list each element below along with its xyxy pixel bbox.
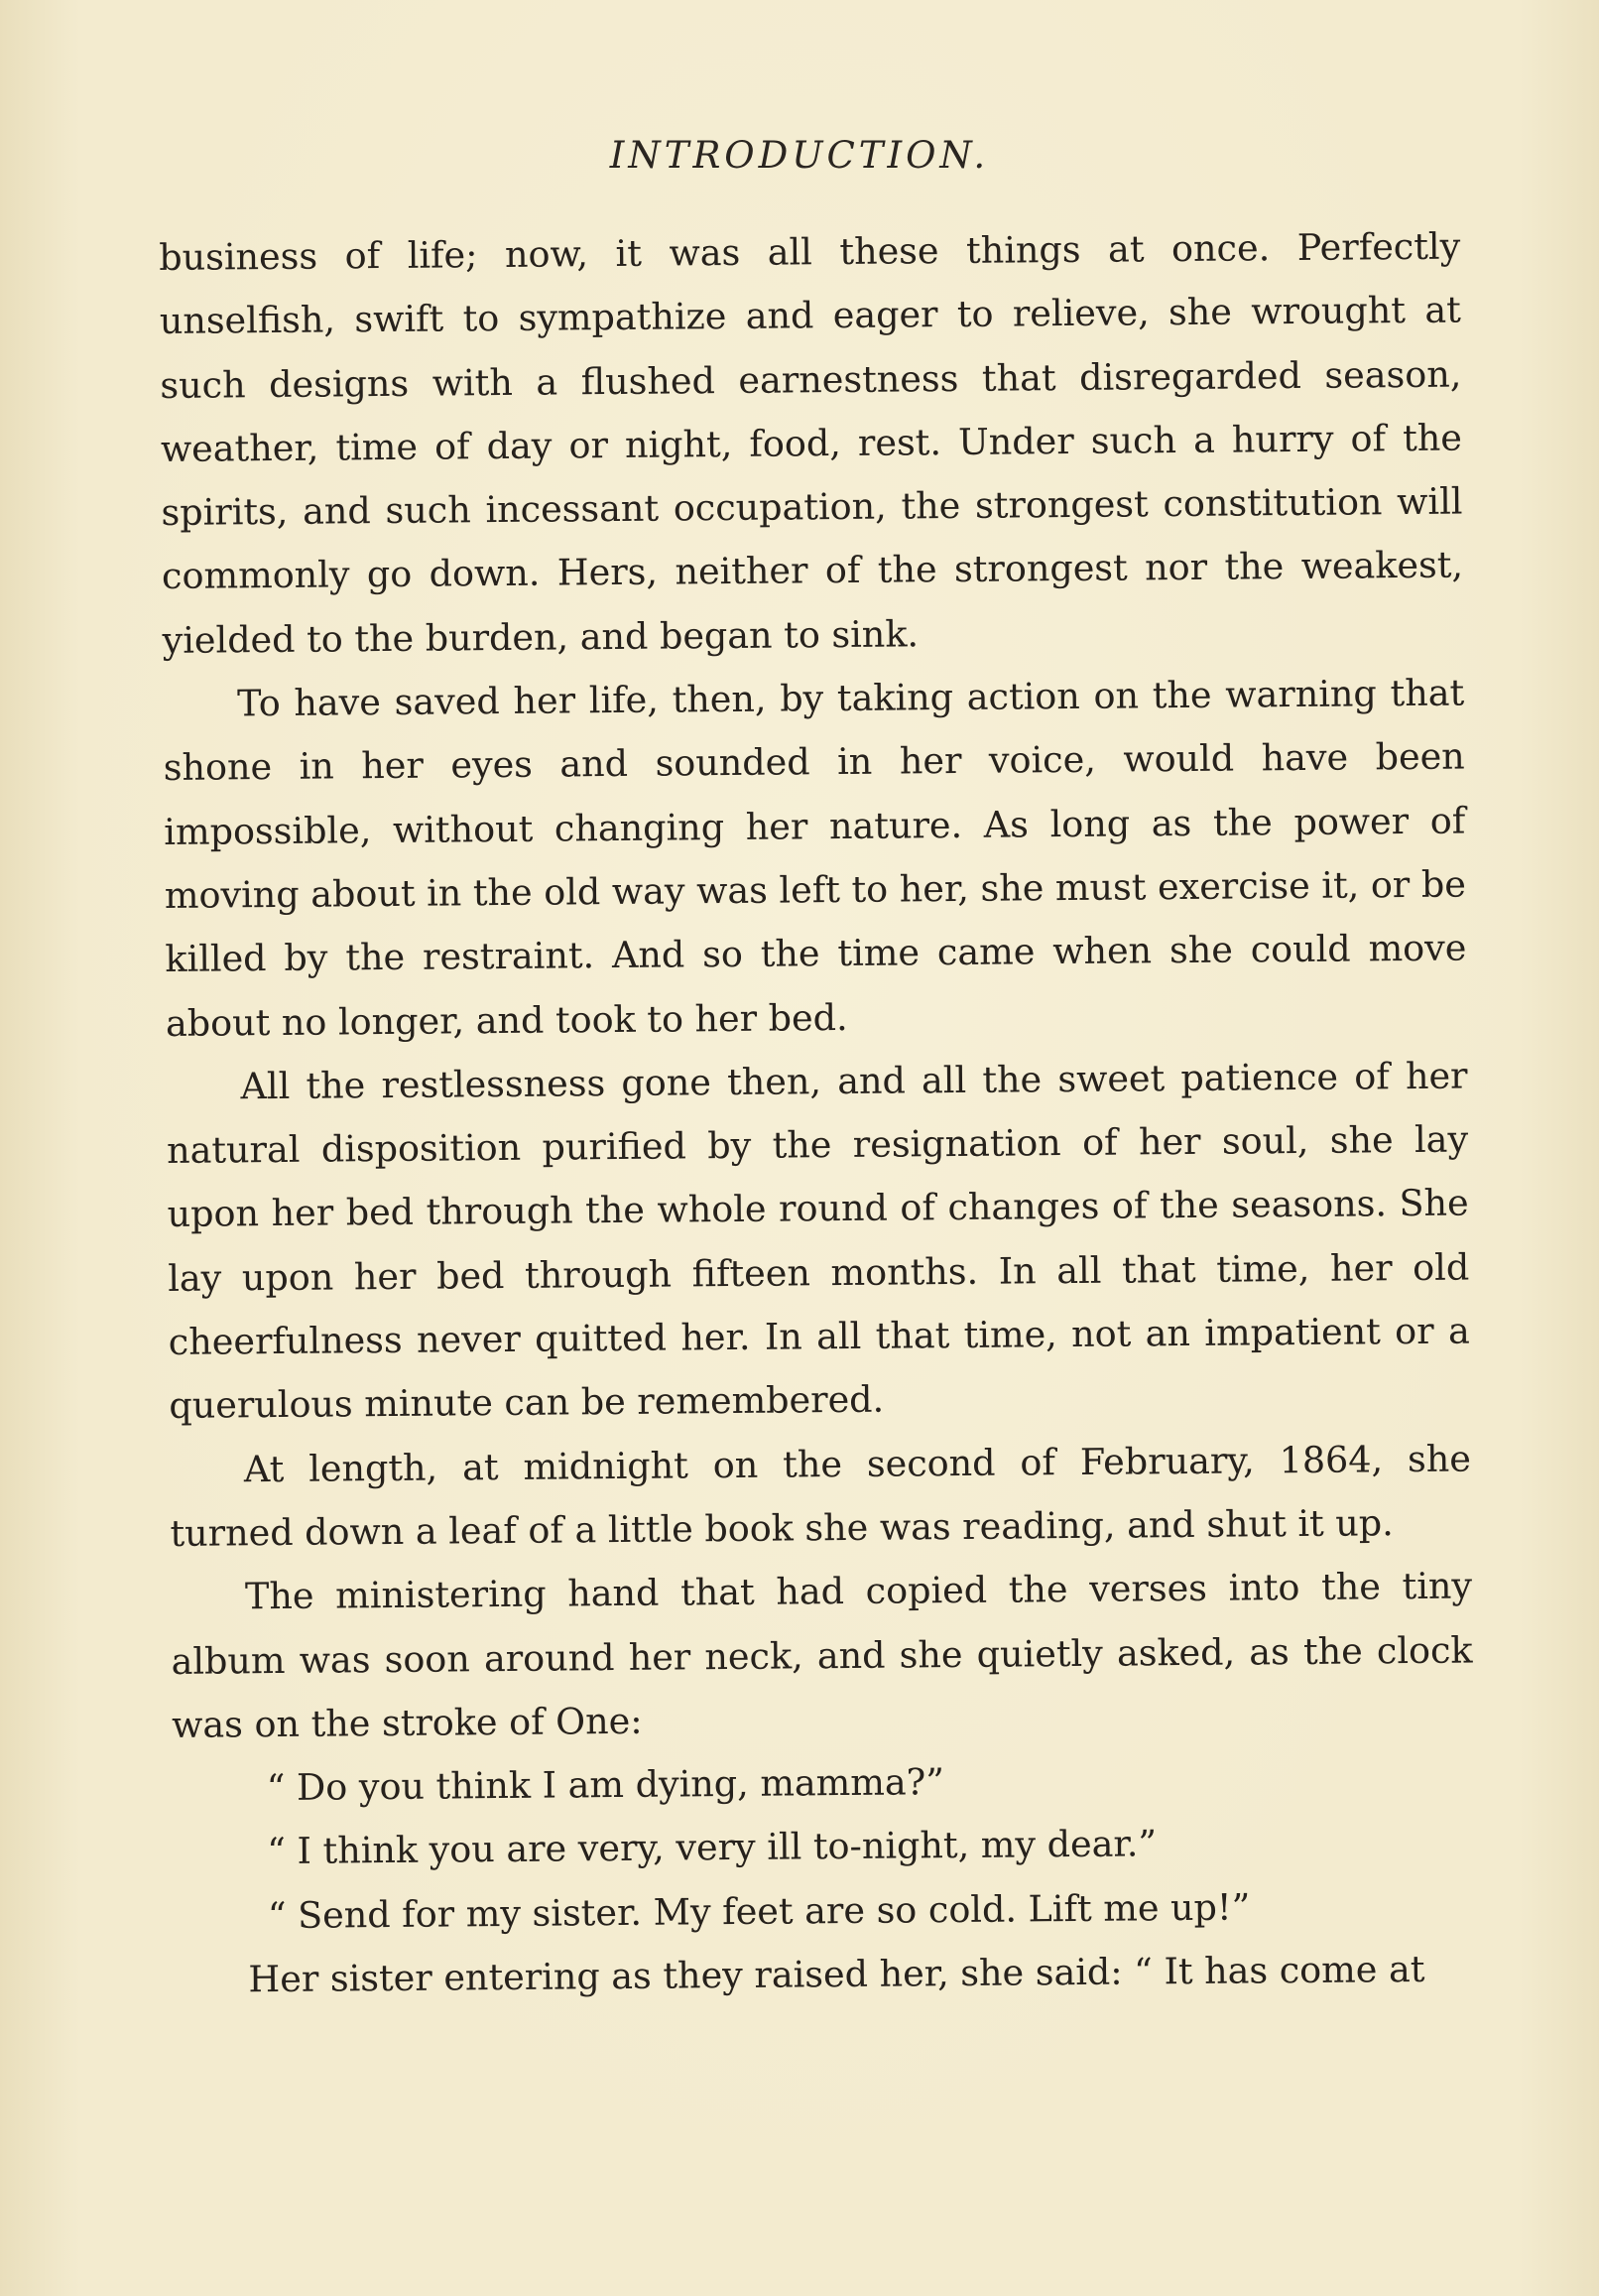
paragraph-restlessness-gone: All the restlessness gone then, and all the sweet patience of her natural disposition purified by the resignation of her soul, she lay upon her bed through the whole round of changes of the seasons. She lay upon her bed through fifteen months. In all that time, her old cheerfulness never quitted her. In all that time, not an impatient or a querulous minute can be remembered. (166, 1054, 1470, 1428)
running-head: INTRODUCTION. (609, 134, 990, 177)
dialogue-line-very-ill: “ I think you are very, very ill to-night, my dear.” (267, 1822, 1158, 1873)
paragraph-ministering-hand: The ministering hand that had copied the verses into the tiny album was soon around her neck, and she quietly asked, as the clock was on the stroke of One: (171, 1564, 1473, 1746)
paragraph-at-length: At length, at midnight on the second of February, 1864, she turned down a leaf of a little book she was reading, and shut it up. (170, 1437, 1472, 1555)
paragraph-continuation: business of life; now, it was all these things at once. Perfectly unselfish, swift to sympathize and eager to relieve, she wrought at such designs with a flushed earnestness that disregarded season, weather, time of day or night, food, rest. Under such a hurry of the spirits, and such incessant occupation, the strongest constitution will commonly go down. Hers, neither of the strongest nor the weakest, yielded to the burden, and began to sink. (159, 224, 1464, 662)
dialogue-line-dying: “ Do you think I am dying, mamma?” (266, 1760, 945, 1810)
paragraph-sister-entering: Her sister entering as they raised her, she said: “ It has come at (248, 1947, 1425, 2001)
paragraph-saved-her-life: To have saved her life, then, by taking action on the warning that shone in her eyes and sounded in her voice, would have been impossible, without changing her nature. As long as the power of moving about in the old way was left to her, she must exercise it, or be killed by the restraint. And so the time came when she could move about no longer, and took to her bed. (163, 671, 1467, 1045)
body-text (159, 215, 1476, 2013)
dialogue-line-send-for-sister: “ Send for my sister. My feet are so cold. Lift me up!” (267, 1885, 1251, 1937)
